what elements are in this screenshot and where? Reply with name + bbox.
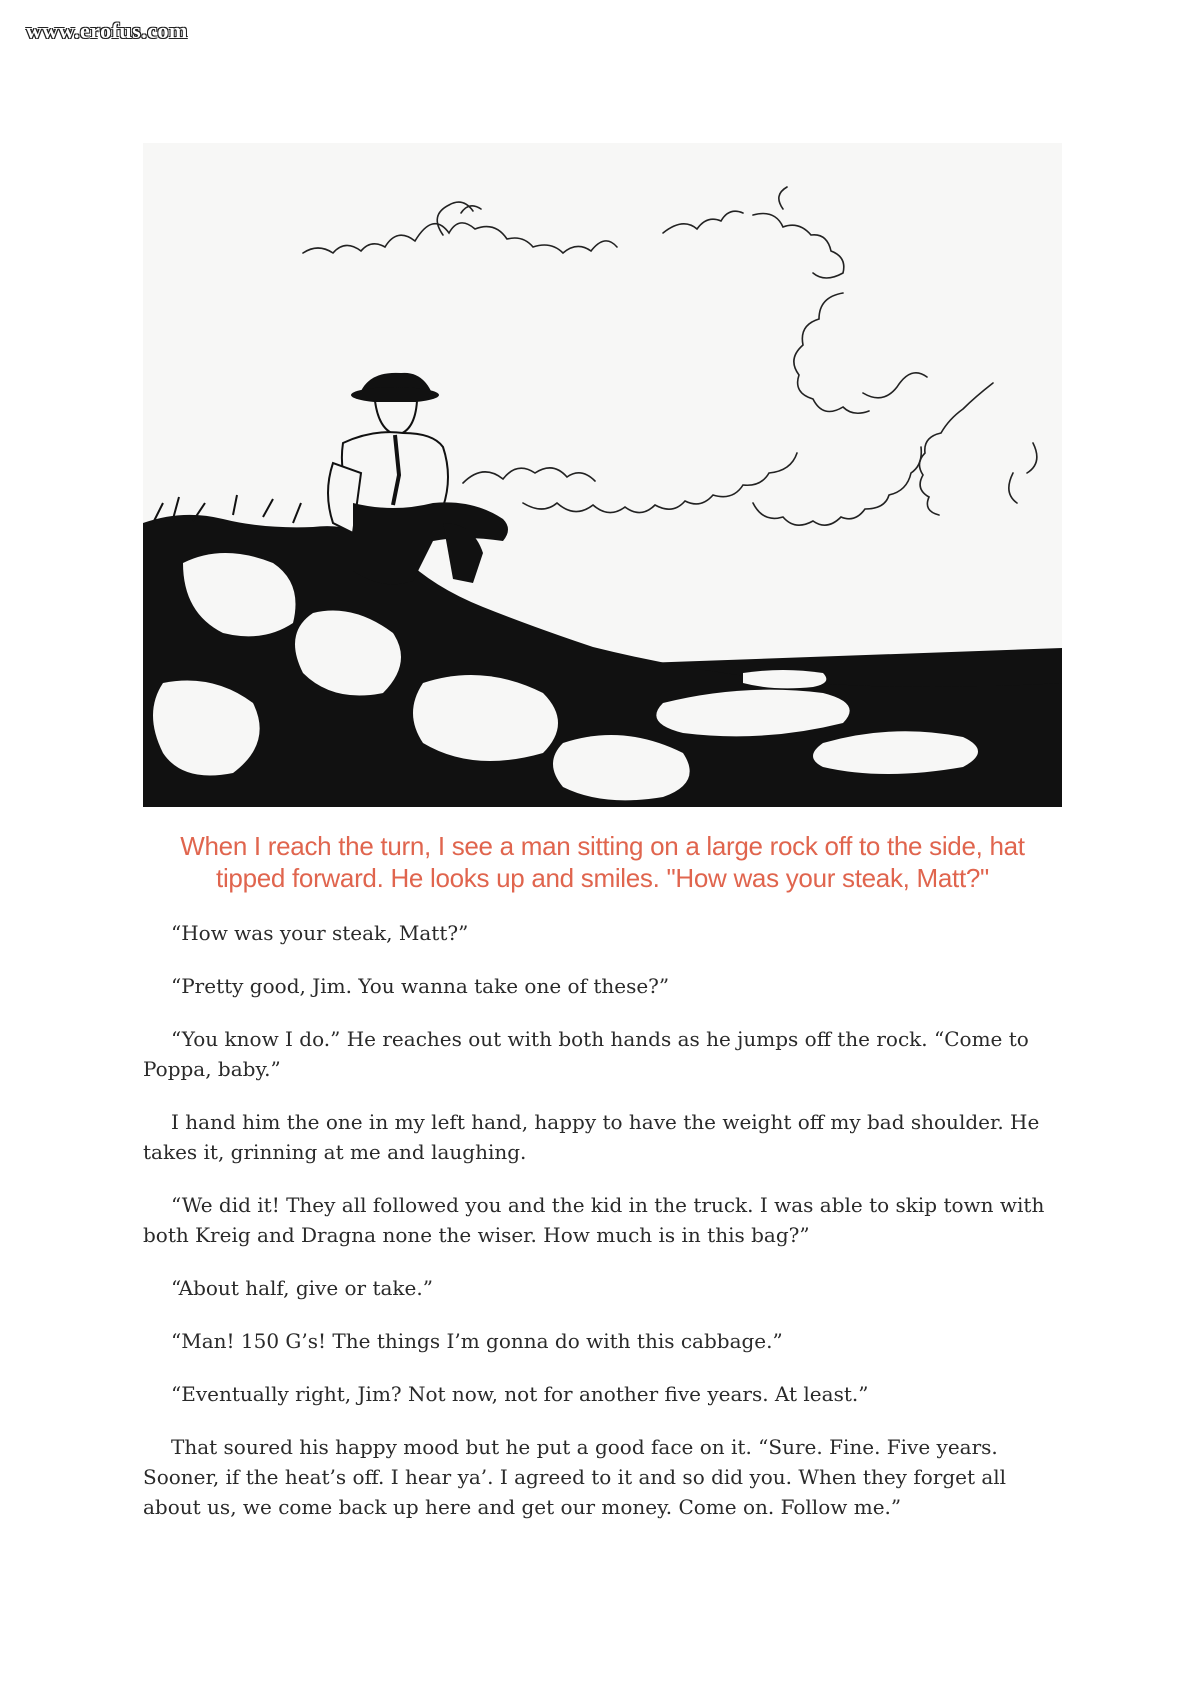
paragraph: I hand him the one in my left hand, happy to have the weight off my bad shoulder. He takes it, grinning at me and laughing. xyxy=(143,1110,1040,1164)
paragraph: “Eventually right, Jim? Not now, not for another five years. At least.” xyxy=(171,1382,869,1406)
paragraph: “Pretty good, Jim. You wanna take one of these?” xyxy=(171,974,670,998)
rocky-landscape-drawing xyxy=(143,143,1062,807)
paragraph: That soured his happy mood but he put a good face on it. “Sure. Fine. Five years. Sooner, if the heat’s off. I hear ya’. I agreed to it and so did you. When they forget all about us, we come back up here and get our money. Come on. Follow me.” xyxy=(143,1435,1007,1519)
paragraph: “About half, give or take.” xyxy=(171,1276,433,1300)
paragraph: “You know I do.” He reaches out with both hands as he jumps off the rock. “Come to Poppa, baby.” xyxy=(143,1027,1029,1081)
narration-caption: When I reach the turn, I see a man sitting on a large rock off to the side, hat tipped forward. He looks up and smiles. "How was your steak, Matt?" xyxy=(180,831,1025,893)
paragraph: “Man! 150 G’s! The things I’m gonna do with this cabbage.” xyxy=(171,1329,783,1353)
paragraph: “How was your steak, Matt?” xyxy=(171,921,469,945)
watermark: www.erofus.com xyxy=(26,18,188,43)
story-text xyxy=(143,918,1063,1545)
comic-illustration xyxy=(143,143,1062,807)
paragraph: “We did it! They all followed you and the kid in the truck. I was able to skip town with both Kreig and Dragna none the wiser. How much is in this bag?” xyxy=(143,1193,1045,1247)
